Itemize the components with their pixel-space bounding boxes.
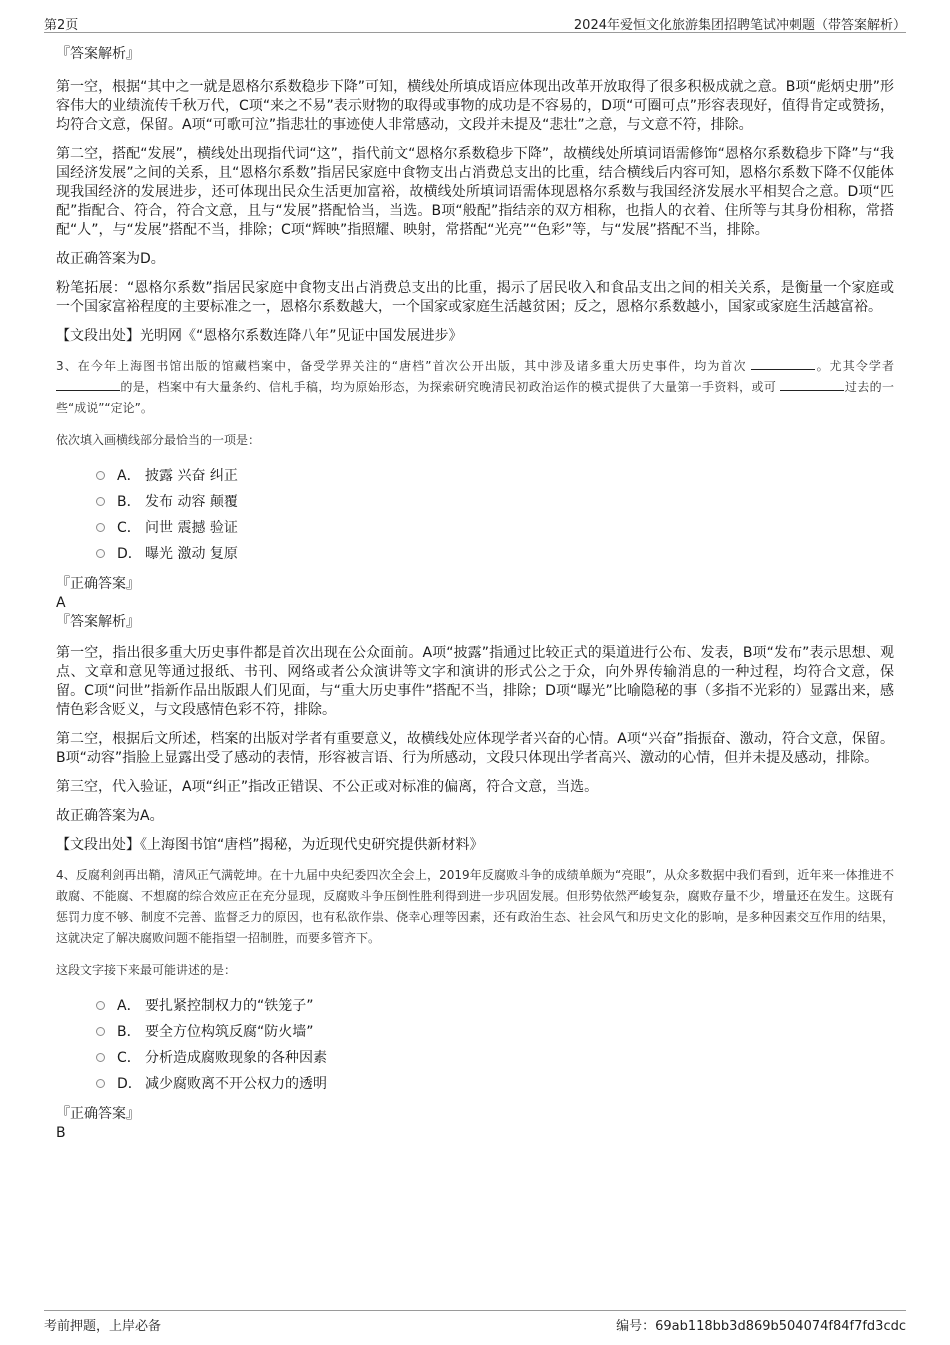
q4-stem: 4、反腐利剑再出鞘，清风正气满乾坤。在十九届中央纪委四次全会上，2019年反腐败斗争的成绩单颇为“亮眼”，从众多数据中我们看到，近年来一体推进不敢腐、不能腐、不想腐的综合效应正在充分显现，反腐败斗争压倒性胜利得到进一步巩固发展。但形势依然严峻复杂，腐败存量不少，增量还在发生。这既有惩罚力度不够、制度不完善、监督乏力的原因，也有私欲作祟、侥幸心理等因素，还有政治生态、社会风气和历史文化的影响，是多种因素交互作用的结果，这就决定了解决腐败问题不能指望一招制胜，而要多管齐下。 xyxy=(56,868,894,945)
q2-extension: 粉笔拓展：“恩格尔系数”指居民家庭中食物支出占消费总支出的比重，揭示了居民收入和食品支出之间的相关关系，是衡量一个家庭或一个国家富裕程度的主要标准之一，恩格尔系数越大，一个国家或家庭生活越贫困；反之，恩格尔系数越小，国家或家庭生活越富裕。 xyxy=(56,280,894,315)
q4-correct-label: 『正确答案』 xyxy=(56,1106,140,1122)
radio-icon[interactable] xyxy=(96,1053,105,1062)
q3-stem xyxy=(56,356,894,419)
q3-blank-1 xyxy=(751,358,815,370)
q3-correct-label: 『正确答案』 xyxy=(56,576,140,592)
q3-option-d[interactable]: D． 曝光 激动 复原 xyxy=(96,540,894,566)
q3-stem-part-4: 过去的一些“成说”“定论”。 xyxy=(56,380,894,415)
q3-options xyxy=(96,462,894,566)
q3-source: 【文段出处】《上海图书馆“唐档”揭秘，为近现代史研究提供新材料》 xyxy=(56,837,484,853)
q2-source: 【文段出处】光明网《“恩格尔系数连降八年”见证中国发展进步》 xyxy=(56,328,463,344)
q4-option-d[interactable]: D． 减少腐败离不开公权力的透明 xyxy=(96,1070,894,1096)
q3-analysis-label: 『答案解析』 xyxy=(56,614,140,630)
document-content xyxy=(56,44,894,1142)
q4-prompt: 这段文字接下来最可能讲述的是： xyxy=(56,963,237,977)
document-title: 2024年爱恒文化旅游集团招聘笔试冲刺题（带答案解析） xyxy=(573,18,906,33)
q3-answer-statement: 故正确答案为A。 xyxy=(56,808,164,824)
page-number: 第2页 xyxy=(44,18,79,33)
radio-icon[interactable] xyxy=(96,523,105,532)
q3-prompt: 依次填入画横线部分最恰当的一项是： xyxy=(56,433,261,447)
radio-icon[interactable] xyxy=(96,1027,105,1036)
q3-analysis-para-2: 第二空，根据后文所述，档案的出版对学者有重要意义，故横线处应体现学者兴奋的心情。A项“兴奋”指振奋、激动，符合文意，保留。B项“动容”指脸上显露出受了感动的表情，形容被言语、行为所感动，文段只体现出学者高兴、激动的心情，但并未提及感动，排除。 xyxy=(56,731,894,766)
q4-correct-answer: B xyxy=(56,1125,66,1141)
q4-option-c[interactable]: C． 分析造成腐败现象的各种因素 xyxy=(96,1044,894,1070)
q4-option-b[interactable]: B． 要全方位构筑反腐“防火墙” xyxy=(96,1018,894,1044)
radio-icon[interactable] xyxy=(96,471,105,480)
document-id: 编号：69ab118bb3d869b504074f84f7fd3cdc xyxy=(616,1319,906,1334)
q2-analysis-para-2: 第二空，搭配“发展”，横线处出现指代词“这”，指代前文“恩格尔系数稳步下降”，故横线处所填词语需修饰“恩格尔系数稳步下降”与“我国经济发展”之间的关系，且“恩格尔系数”指居民家庭中食物支出占消费总支出的比重，结合横线后内容可知，恩格尔系数下降不仅能体现我国经济的发展进步，还可体现出民众生活更加富裕，故横线处所填词语需体现恩格尔系数与我国经济发展水平相契合之意。D项“匹配”指配合、符合，符合文意，且与“发展”搭配恰当，当选。B项“般配”指结亲的双方相称，也指人的衣着、住所等与其身份相称，常搭配“人”，与“发展”搭配不当，排除；C项“辉映”指照耀、映射，常搭配“光亮”“色彩”等，与“发展”搭配不当，排除。 xyxy=(56,146,894,238)
q2-analysis-para-1: 第一空，根据“其中之一就是恩格尔系数稳步下降”可知，横线处所填成语应体现出改革开放取得了很多积极成就之意。B项“彪炳史册”形容伟大的业绩流传千秋万代，C项“来之不易”表示财物的取得或事物的成功是不容易的，D项“可圈可点”形容表现好，值得肯定或赞扬，均符合文意，保留。A项“可歌可泣”指悲壮的事迹使人非常感动，文段并未提及“悲壮”之意，与文意不符，排除。 xyxy=(56,79,894,133)
q3-option-a[interactable]: A． 披露 兴奋 纠正 xyxy=(96,462,894,488)
footer-slogan: 考前押题，上岸必备 xyxy=(44,1319,162,1334)
page-header xyxy=(44,12,906,33)
q3-correct-answer: A xyxy=(56,595,66,611)
q3-analysis-para-3: 第三空，代入验证，A项“纠正”指改正错误、不公正或对标准的偏离，符合文意，当选。 xyxy=(56,779,599,795)
radio-icon[interactable] xyxy=(96,497,105,506)
q3-option-b[interactable]: B． 发布 动容 颠覆 xyxy=(96,488,894,514)
q3-blank-3 xyxy=(780,379,844,391)
q3-stem-part-2: 。尤其令学者 xyxy=(815,359,894,373)
q3-analysis-para-1: 第一空，指出很多重大历史事件都是首次出现在公众面前。A项“披露”指通过比较正式的渠道进行公布、发表，B项“发布”表示思想、观点、文章和意见等通过报纸、书刊、网络或者公众演讲等文字和演讲的形式公之于众，向外界传输消息的一种过程，均符合文意，保留。C项“问世”指新作品出版跟人们见面，与“重大历史事件”搭配不当，排除；D项“曝光”比喻隐秘的事（多指不光彩的）显露出来，感情色彩含贬义，与文段感情色彩不符，排除。 xyxy=(56,645,894,718)
radio-icon[interactable] xyxy=(96,1079,105,1088)
q4-option-a[interactable]: A． 要扎紧控制权力的“铁笼子” xyxy=(96,992,894,1018)
q3-option-c[interactable]: C． 问世 震撼 验证 xyxy=(96,514,894,540)
q3-stem-part-3: 的是，档案中有大量条约、信札手稿，均为原始形态，为探索研究晚清民初政治运作的模式提供了大量第一手资料，或可 xyxy=(120,380,777,394)
page-footer xyxy=(44,1310,906,1335)
q3-blank-2 xyxy=(56,379,120,391)
q2-analysis-label: 『答案解析』 xyxy=(56,46,140,62)
q3-stem-part-1: 3、在今年上海图书馆出版的馆藏档案中，备受学界关注的“唐档”首次公开出版，其中涉及诸多重大历史事件，均为首次 xyxy=(56,359,747,373)
radio-icon[interactable] xyxy=(96,1001,105,1010)
q4-options xyxy=(96,992,894,1096)
radio-icon[interactable] xyxy=(96,549,105,558)
q2-answer-statement: 故正确答案为D。 xyxy=(56,251,165,267)
